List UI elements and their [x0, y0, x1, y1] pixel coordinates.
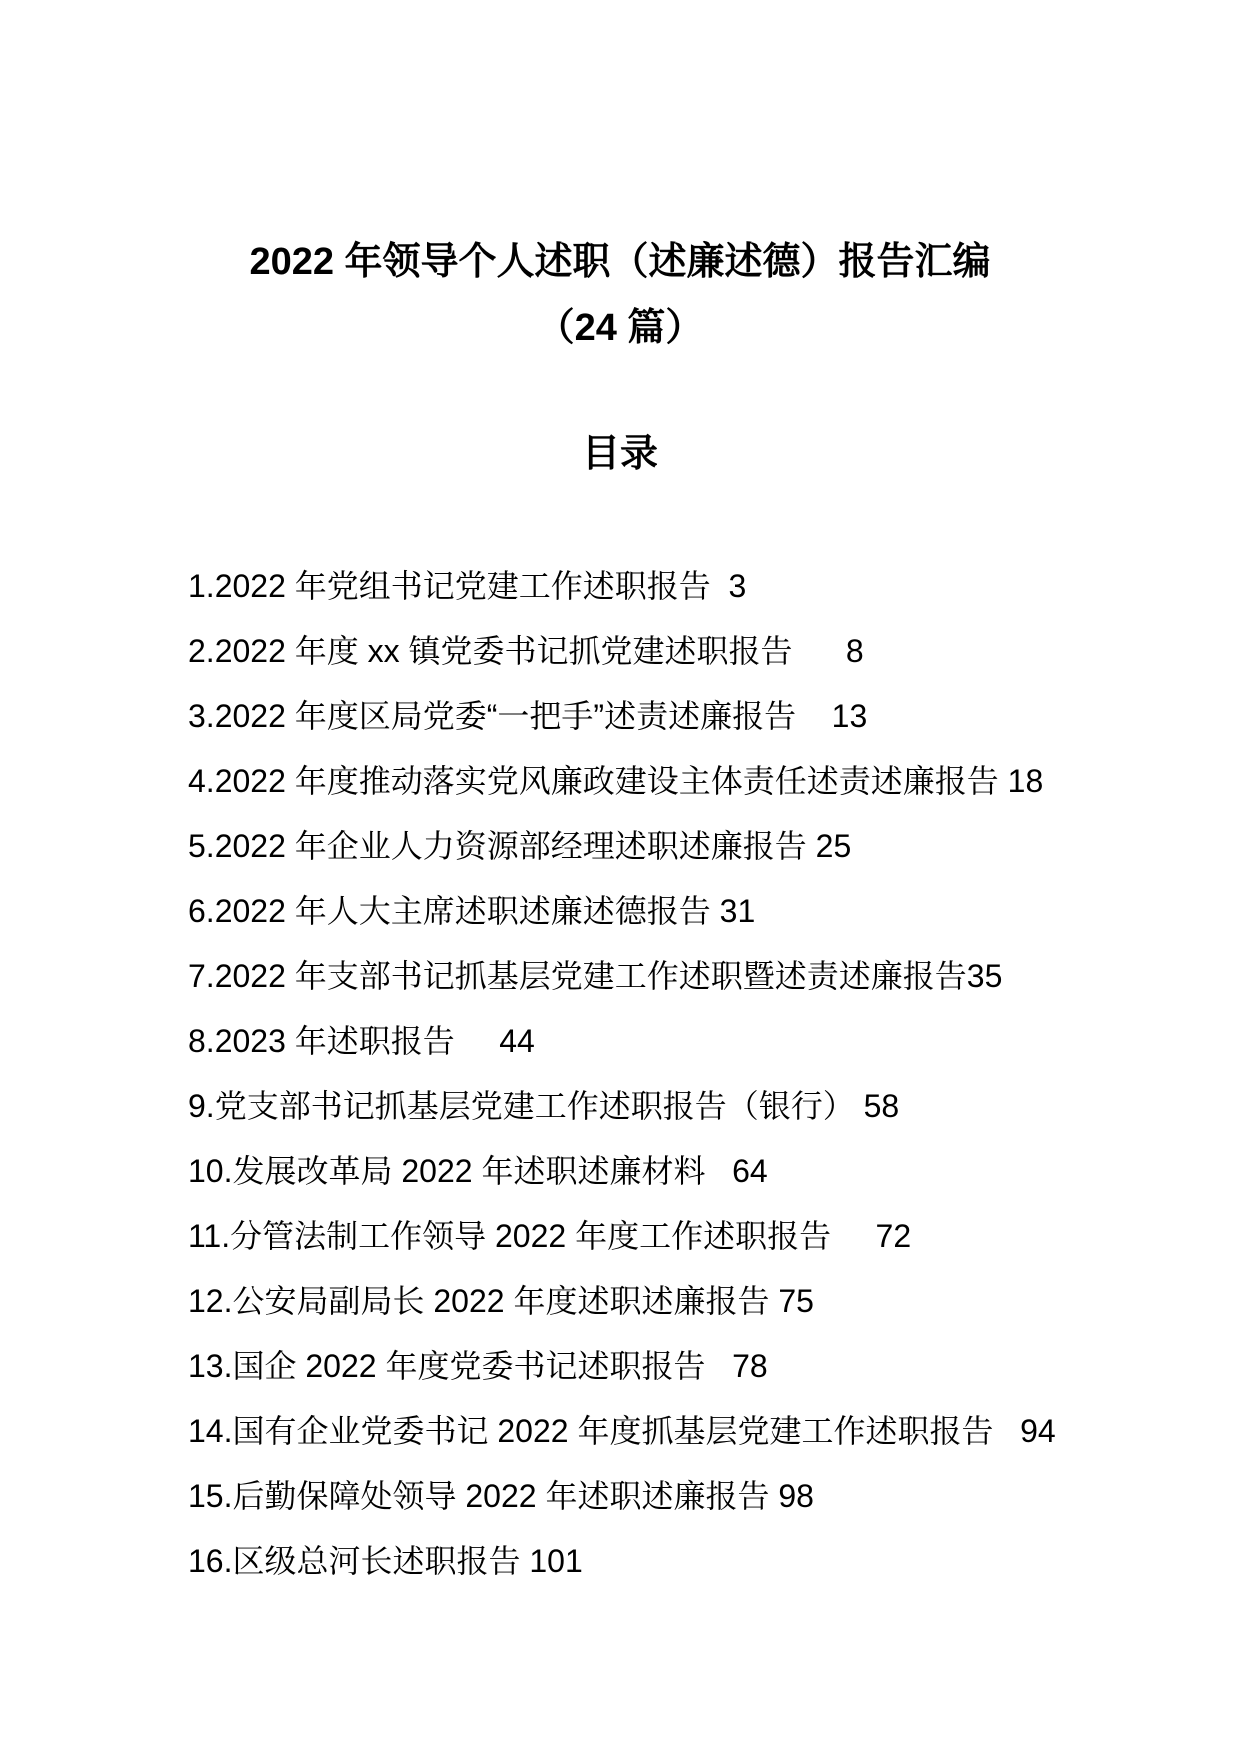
- toc-list: [0, 554, 1240, 1594]
- toc-item-7: 7.2022 年支部书记抓基层党建工作述职暨述责述廉报告35: [188, 958, 1003, 994]
- toc-item-13: 13.国企 2022 年度党委书记述职报告 78: [188, 1348, 768, 1384]
- toc-item-10: 10.发展改革局 2022 年述职述廉材料 64: [188, 1153, 768, 1189]
- toc-item-4: 4.2022 年度推动落实党风廉政建设主体责任述责述廉报告 18: [188, 763, 1044, 799]
- document-subtitle: （24 篇）: [536, 307, 704, 349]
- toc-item-12: 12.公安局副局长 2022 年度述职述廉报告 75: [188, 1283, 814, 1319]
- document-title: 2022 年领导个人述职（述廉述德）报告汇编: [249, 241, 991, 283]
- toc-item-2: 2.2022 年度 xx 镇党委书记抓党建述职报告 8: [188, 633, 864, 669]
- toc-item-16: 16.区级总河长述职报告 101: [188, 1543, 583, 1579]
- toc-item-9: 9.党支部书记抓基层党建工作述职报告（银行） 58: [188, 1088, 900, 1124]
- toc-item-8: 8.2023 年述职报告 44: [188, 1023, 535, 1059]
- toc-item-11: 11.分管法制工作领导 2022 年度工作述职报告 72: [188, 1218, 912, 1254]
- toc-item-5: 5.2022 年企业人力资源部经理述职述廉报告 25: [188, 828, 852, 864]
- toc-heading: 目录: [581, 433, 658, 475]
- toc-item-14: 14.国有企业党委书记 2022 年度抓基层党建工作述职报告 94: [188, 1413, 1056, 1449]
- toc-item-6: 6.2022 年人大主席述职述廉述德报告 31: [188, 893, 756, 929]
- toc-item-3: 3.2022 年度区局党委“一把手”述责述廉报告 13: [188, 698, 868, 734]
- toc-item-15: 15.后勤保障处领导 2022 年述职述廉报告 98: [188, 1478, 814, 1514]
- toc-item-1: 1.2022 年党组书记党建工作述职报告 3: [188, 568, 747, 604]
